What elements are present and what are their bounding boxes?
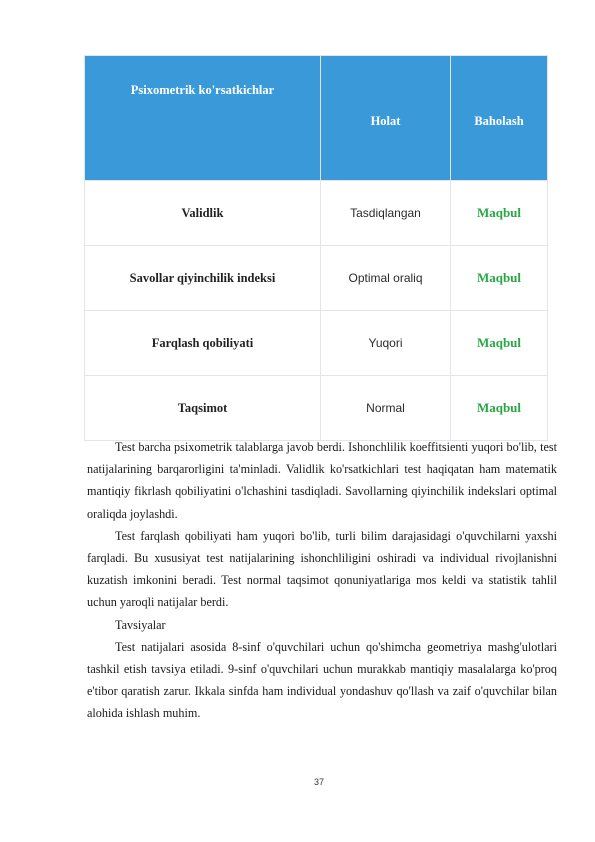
row-indicator: Savollar qiyinchilik indeksi	[85, 246, 321, 311]
table-row	[85, 181, 548, 246]
header-indicator: Psixometrik ko'rsatkichlar	[85, 56, 321, 181]
recommendation-paragraph: Test natijalari asosida 8-sinf o'quvchilari uchun qo'shimcha geometriya mashg'ulotlari tashkil etish tavsiya etiladi. 9-sinf o'quvchilari uchun murakkab mantiqiy masalalarga ko'proq e'tibor qaratish zarur. Ikkala sinfda ham individual yondashuv qo'llash va zaif o'quvchilar bilan alohida ishlash muhim.	[87, 639, 557, 721]
header-grade: Baholash	[451, 56, 548, 181]
psychometric-table-container	[84, 55, 547, 441]
table-header-row	[85, 56, 548, 181]
row-grade: Maqbul	[451, 246, 548, 311]
header-status: Holat	[321, 56, 451, 181]
row-indicator: Farqlash qobiliyati	[85, 311, 321, 376]
section-heading: Tavsiyalar	[115, 617, 166, 632]
row-status: Yuqori	[321, 311, 451, 376]
table-row	[85, 311, 548, 376]
body-text	[87, 436, 557, 725]
row-status: Tasdiqlangan	[321, 181, 451, 246]
row-indicator: Validlik	[85, 181, 321, 246]
psychometric-table	[84, 55, 548, 441]
paragraph: Test barcha psixometrik talablarga javob berdi. Ishonchlilik koeffitsienti yuqori bo'lib, test natijalarining barqarorligini ta'minladi. Validlik ko'rsatkichlari test haqiqatan ham matematik mantiqiy fikrlash qobiliyatini o'lchashini tasdiqladi. Savollarning qiyinchilik indekslari optimal oraliqda joylashdi.	[87, 440, 557, 521]
table-row	[85, 376, 548, 441]
row-grade: Maqbul	[451, 311, 548, 376]
page-number: 37	[313, 777, 324, 787]
row-grade: Maqbul	[451, 376, 548, 441]
row-status: Normal	[321, 376, 451, 441]
table-row	[85, 246, 548, 311]
row-grade: Maqbul	[451, 181, 548, 246]
paragraph: Test farqlash qobiliyati ham yuqori bo'lib, turli bilim darajasidagi o'quvchilarni yaxshi farqladi. Bu xususiyat test natijalarining ishonchliligini oshiradi va individual rivojlanishni kuzatish imkonini beradi. Test normal taqsimot qonuniyatlariga mos keldi va statistik tahlil uchun yaroqli natijalar berdi.	[87, 528, 557, 610]
row-status: Optimal oraliq	[321, 246, 451, 311]
row-indicator: Taqsimot	[85, 376, 321, 441]
